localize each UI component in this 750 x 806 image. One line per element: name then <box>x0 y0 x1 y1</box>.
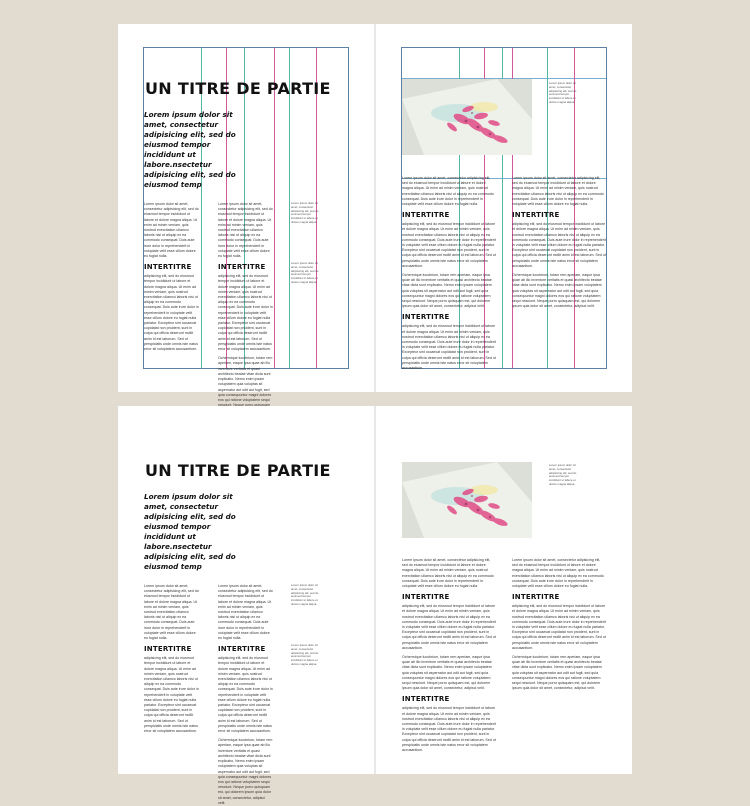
part-title: UN TITRE DE PARTIE <box>145 461 331 480</box>
right-page <box>376 406 632 774</box>
subheading: INTERTITRE <box>144 645 192 654</box>
body-paragraph: Lorem ipsum dolor sit amet, consectetur adipisicing elit, sed do eiusmod tempor incididunt ut labore et dolore magna aliqua. Ut enim ad minim veniam, quis nostrud exercitation ullamco laboris nisi ut aliquip ex ea commodo consequat. Duis aute irure dolor in reprehenderit in voluptate velit esse cillum dolore eu fugiat nulla. <box>218 202 273 259</box>
left-page <box>118 24 374 402</box>
body-paragraph: adipisicing elit, sed do eiusmod tempor incididunt ut labore et dolore magna aliqua. Ut enim ad minim veniam, quis nostrud exercitation ullamco laboris nisi ut aliquip ex ea commodo consequat. Duis aute irure dolor in reprehenderit in voluptate velit esse cillum dolore eu fugiat nulla pariatur. Excepteur sint occaecat cupidatat non proident, sunt in culpa qui officia deserunt mollit anim id est laborum. Sed ut perspiciatis unde omnis iste natus error sit voluptatem accusantium. <box>512 222 606 268</box>
text-column <box>218 202 273 402</box>
body-paragraph: Ochermique lucubrium, totam rem aperiam, eaque ipsa quae ab illo inventore veritatis et quasi architecto beatae vitae dicta sunt explicabo. Nemo enim ipsam voluptatem quia voluptas sit aspernatur aut odit aut fugit, sed quia consequuntur magni dolores eos qui ratione voluptatem sequi nesciunt. Neque porro quisquam est, qui dolorem ipsum quia dolor sit amet, consectetur, adipisci velit. <box>512 655 602 691</box>
body-paragraph: adipisicing elit, sed do eiusmod tempor incididunt ut labore et dolore magna aliqua. Ut enim ad minim veniam, quis nostrud exercitation ullamco laboris nisi ut aliquip ex ea commodo consequat. Duis aute irure dolor in reprehenderit in voluptate velit esse cillum dolore eu fugiat nulla pariatur. Excepteur sint occaecat cupidatat non proident, sunt in culpa qui officia deserunt mollit anim id est laborum. Sed ut perspiciatis unde omnis iste natus error sit voluptatem accusantium. <box>512 604 606 650</box>
side-caption: Lorem ipsum dolor sit amet, consectetur adipisicing elit, sed do eiusmod tempor incididunt ut labore et dolore magna aliqua. <box>291 583 319 606</box>
subheading: INTERTITRE <box>402 313 450 322</box>
lead-paragraph: Lorem ipsum dolor sit amet, consectetur adipisicing elit, sed do eiusmod tempor incididunt ut labore.nsectetur adipisicing elit, sed do eiusmod temp <box>144 110 236 189</box>
text-column <box>512 176 607 368</box>
side-caption: Lorem ipsum dolor sit amet, consectetur adipisicing elit, sed do eiusmod tempor incididunt ut labore et dolore magna aliqua. <box>291 201 319 224</box>
body-paragraph: adipisicing elit, sed do eiusmod tempor incididunt ut labore et dolore magna aliqua. Ut enim ad minim veniam, quis nostrud exercitation ullamco laboris nisi ut aliquip ex ea commodo consequat. Duis aute irure dolor in reprehenderit in voluptate velit esse cillum dolore eu fugiat nulla pariatur. Excepteur sint occaecat cupidatat non proident, sunt in culpa qui officia deserunt mollit anim id est laborum. Sed ut perspiciatis unde omnis iste natus error sit voluptatem accusantium. <box>144 274 199 352</box>
illustration-photo <box>402 79 532 155</box>
body-paragraph: Ochermique lucubrium, totam rem aperiam, eaque ipsa quae ab illo inventore veritatis et quasi architecto beatae vitae dicta sunt explicabo. Nemo enim ipsam voluptatem quia voluptas sit aspernatur aut odit aut fugit, sed quia consequuntur magni dolores eos qui ratione voluptatem sequi nesciunt. Neque porro quisquam est, qui dolorem ipsum quia dolor sit amet, consectetur, adipisci velit. <box>512 273 602 309</box>
body-paragraph: Lorem ipsum dolor sit amet, consectetur adipisicing elit, sed do eiusmod tempor incididunt ut labore et dolore magna aliqua. Ut enim ad minim veniam, quis nostrud exercitation ullamco laboris nisi ut aliquip ex ea commodo consequat. Duis aute irure dolor in reprehenderit in voluptate velit esse cillum dolore eu fugiat nulla. <box>402 558 494 589</box>
illustration-photo <box>402 462 532 538</box>
part-title: UN TITRE DE PARTIE <box>145 79 331 98</box>
body-paragraph: Lorem ipsum dolor sit amet, consectetur adipisicing elit, sed do eiusmod tempor incididunt ut labore et dolore magna aliqua. Ut enim ad minim veniam, quis nostrud exercitation ullamco laboris nisi ut aliquip ex ea commodo consequat. Duis aute irure dolor in reprehenderit in voluptate velit esse cillum dolore eu fugiat nulla. <box>512 176 604 207</box>
body-paragraph: Lorem ipsum dolor sit amet, consectetur adipisicing elit, sed do eiusmod tempor incididunt ut labore et dolore magna aliqua. Ut enim ad minim veniam, quis nostrud exercitation ullamco laboris nisi ut aliquip ex ea commodo consequat. Duis aute irure dolor in reprehenderit in voluptate velit esse cillum dolore eu fugiat nulla. <box>512 558 604 589</box>
body-paragraph: adipisicing elit, sed do eiusmod tempor incididunt ut labore et dolore magna aliqua. Ut enim ad minim veniam, quis nostrud exercitation ullamco laboris nisi ut aliquip ex ea commodo consequat. Duis aute irure dolor in reprehenderit in voluptate velit esse cillum dolore eu fugiat nulla pariatur. Excepteur sint occaecat cupidatat non proident, sunt in culpa qui officia deserunt mollit anim id est laborum. Sed ut perspiciatis unde omnis iste natus error sit voluptatem accusantium. <box>402 222 496 268</box>
subheading: INTERTITRE <box>218 645 266 654</box>
text-column <box>144 584 199 750</box>
body-paragraph: Ochermique lucubrium, totam rem aperiam, eaque ipsa quae ab illo inventore veritatis et quasi architecto beatae vitae dicta sunt explicabo. Nemo enim ipsam voluptatem quia voluptas sit aspernatur aut odit aut fugit, sed quia consequuntur magni dolores eos qui ratione voluptatem sequi <box>218 356 273 402</box>
body-paragraph: Lorem ipsum dolor sit amet, consectetur adipisicing elit, sed do eiusmod tempor incididunt ut labore et dolore magna aliqua. Ut enim ad minim veniam, quis nostrud exercitation ullamco laboris nisi ut aliquip ex ea commodo consequat. Duis aute irure dolor in reprehenderit in voluptate velit esse cillum dolore eu fugiat nulla. <box>144 584 199 641</box>
text-column <box>218 584 273 805</box>
body-paragraph: adipisicing elit, sed do eiusmod tempor incididunt ut labore et dolore magna aliqua. Ut enim ad minim veniam, quis nostrud exercitation ullamco laboris nisi ut aliquip ex ea commodo consequat. Duis aute irure dolor in reprehenderit in voluptate velit esse cillum dolore eu fugiat nulla pariatur. Excepteur sint occaecat cupidatat non proident, sunt in culpa qui officia deserunt mollit anim id est laborum. Sed ut perspiciatis unde omnis iste natus error sit voluptatem accusantium. <box>218 274 273 352</box>
subheading: INTERTITRE <box>218 263 266 272</box>
body-paragraph: adipisicing elit, sed do eiusmod tempor incididunt ut labore et dolore magna aliqua. Ut enim ad minim veniam, quis nostrud exercitation ullamco laboris nisi ut aliquip ex ea commodo consequat. Duis aute irure dolor in reprehenderit in voluptate velit esse cillum dolore eu fugiat nulla pariatur. Excepteur sint occaecat cupidatat non proident, sunt in culpa qui officia deserunt mollit anim id est laborum. Sed ut perspiciatis unde omnis iste natus error sit voluptatem accusantium. <box>218 656 273 734</box>
subheading: INTERTITRE <box>144 263 192 272</box>
photo-caption: Lorem ipsum dolor sit amet, consectetur adipisicing elit, sed do eiusmod tempor incididunt ut labore et dolore magna aliqua. <box>549 81 577 104</box>
spread-with-grid <box>118 24 632 402</box>
body-paragraph: Lorem ipsum dolor sit amet, consectetur adipisicing elit, sed do eiusmod tempor incididunt ut labore et dolore magna aliqua. Ut enim ad minim veniam, quis nostrud exercitation ullamco laboris nisi ut aliquip ex ea commodo consequat. Duis aute irure dolor in reprehenderit in voluptate velit esse cillum dolore eu fugiat nulla. <box>144 202 199 259</box>
body-paragraph: Lorem ipsum dolor sit amet, consectetur adipisicing elit, sed do eiusmod tempor incididunt ut labore et dolore magna aliqua. Ut enim ad minim veniam, quis nostrud exercitation ullamco laboris nisi ut aliquip ex ea commodo consequat. Duis aute irure dolor in reprehenderit in voluptate velit esse cillum dolore eu fugiat nulla. <box>402 176 494 207</box>
body-paragraph: adipisicing elit, sed do eiusmod tempor incididunt ut labore et dolore magna aliqua. Ut enim ad minim veniam, quis nostrud exercitation ullamco laboris nisi ut aliquip ex ea commodo consequat. Duis aute irure dolor in reprehenderit in voluptate velit esse cillum dolore eu fugiat nulla pariatur. Excepteur sint occaecat cupidatat non proident, sunt in culpa qui officia deserunt mollit anim id est laborum. Sed ut perspiciatis unde omnis iste natus error sit voluptatem accusantium. <box>402 604 496 650</box>
text-column <box>402 176 497 371</box>
text-column <box>512 558 607 750</box>
photo-caption: Lorem ipsum dolor sit amet, consectetur adipisicing elit, sed do eiusmod tempor incididunt ut labore et dolore magna aliqua. <box>549 463 577 486</box>
text-column <box>402 558 497 753</box>
body-paragraph: adipisicing elit, sed do eiusmod tempor incididunt ut labore et dolore magna aliqua. Ut enim ad minim veniam, quis nostrud exercitation ullamco laboris nisi ut aliquip ex ea commodo consequat. Duis aute irure dolor in reprehenderit in voluptate velit esse cillum dolore eu fugiat nulla pariatur. Excepteur sint occaecat cupidatat non proident, sunt in culpa qui officia deserunt mollit anim id est laborum. Sed ut perspiciatis unde omnis iste natus error sit voluptatem accusantium. <box>402 706 496 753</box>
subheading: INTERTITRE <box>512 211 560 220</box>
right-page <box>376 24 632 392</box>
side-caption: Lorem ipsum dolor sit amet, consectetur adipisicing elit, sed do eiusmod tempor incididunt ut labore et dolore magna aliqua. <box>291 643 319 666</box>
body-paragraph: Ochermique lucubrium, totam rem aperiam, eaque ipsa quae ab illo inventore veritatis et quasi architecto beatae vitae dicta sunt explicabo. Nemo enim ipsam voluptatem quia voluptas sit aspernatur aut odit aut fugit, sed quia consequuntur magni dolores eos qui ratione voluptatem sequi nesciunt. Neque porro quisquam est, qui dolorem ipsum quia dolor sit amet, consectetur, adipisci velit. <box>402 273 492 309</box>
left-page <box>118 406 374 805</box>
subheading: INTERTITRE <box>402 593 450 602</box>
lead-paragraph: Lorem ipsum dolor sit amet, consectetur adipisicing elit, sed do eiusmod tempor incididunt ut labore.nsectetur adipisicing elit, sed do eiusmod temp <box>144 492 236 571</box>
text-column <box>144 202 199 368</box>
body-paragraph: Lorem ipsum dolor sit amet, consectetur adipisicing elit, sed do eiusmod tempor incididunt ut labore et dolore magna aliqua. Ut enim ad minim veniam, quis nostrud exercitation ullamco laboris nisi ut aliquip ex ea commodo consequat. Duis aute irure dolor in reprehenderit in voluptate velit esse cillum dolore eu fugiat nulla. <box>218 584 273 641</box>
subheading: INTERTITRE <box>402 695 450 704</box>
body-paragraph: adipisicing elit, sed do eiusmod tempor incididunt ut labore et dolore magna aliqua. Ut enim ad minim veniam, quis nostrud exercitation ullamco laboris nisi ut aliquip ex ea commodo consequat. Duis aute irure dolor in reprehenderit in voluptate velit esse cillum dolore eu fugiat nulla pariatur. Excepteur sint occaecat cupidatat non proident, sunt in culpa qui officia deserunt mollit anim id est laborum. Sed ut perspiciatis unde omnis iste natus error sit voluptatem accusantium. <box>144 656 199 734</box>
subheading: INTERTITRE <box>512 593 560 602</box>
subheading: INTERTITRE <box>402 211 450 220</box>
body-paragraph: adipisicing elit, sed do eiusmod tempor incididunt ut labore et dolore magna aliqua. Ut enim ad minim veniam, quis nostrud exercitation ullamco laboris nisi ut aliquip ex ea commodo consequat. Duis aute irure dolor in reprehenderit in voluptate velit esse cillum dolore eu fugiat nulla pariatur. Excepteur sint occaecat cupidatat non proident, sunt in culpa qui officia deserunt mollit anim id est laborum. Sed ut perspiciatis unde omnis iste natus error sit voluptatem accusantium. <box>402 324 496 371</box>
spread-preview <box>118 406 632 805</box>
side-caption: Lorem ipsum dolor sit amet, consectetur adipisicing elit, sed do eiusmod tempor incididunt ut labore et dolore magna aliqua. <box>291 261 319 284</box>
body-paragraph: Ochermique lucubrium, totam rem aperiam, eaque ipsa quae ab illo inventore veritatis et quasi architecto beatae vitae dicta sunt explicabo. Nemo enim ipsam voluptatem quia voluptas sit aspernatur aut odit aut fugit, sed quia consequuntur magni dolores eos qui ratione voluptatem sequi nesciunt. Neque porro quisquam est, qui dolorem ipsum quia dolor sit amet, consectetur, adipisci velit. <box>402 655 492 691</box>
body-paragraph: Ochermique lucubrium, totam rem aperiam, eaque ipsa quae ab illo inventore veritatis et quasi architecto beatae vitae dicta sunt explicabo. Nemo enim ipsam voluptatem quia voluptas sit aspernatur aut odit aut fugit, sed quia consequuntur magni dolores eos qui ratione voluptatem sequi nesciunt. Neque porro quisquam est, qui dolorem ipsum quia dolor sit amet, consectetur, adipisci velit. <box>218 738 273 805</box>
